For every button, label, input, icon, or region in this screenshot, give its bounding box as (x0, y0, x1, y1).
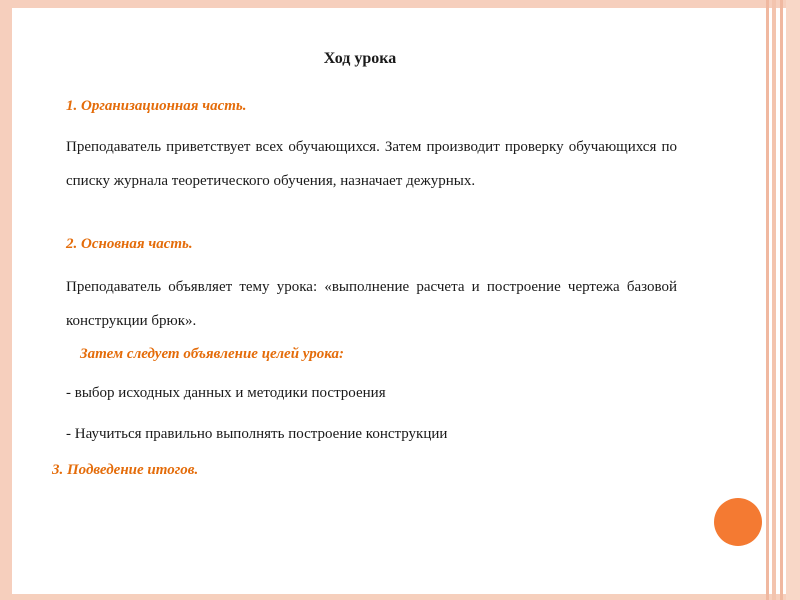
section1-text: Преподаватель приветствует всех обучающихся. Затем производит проверку обучающихся по списку журнала теоретического обучения, назначает дежурных. (66, 139, 677, 189)
section1-heading: 1. Организационная часть. (66, 98, 247, 114)
frame-left-border (0, 0, 12, 600)
section2-text: Преподаватель объявляет тему урока: «выполнение расчета и построение чертежа базовой конструкции брюк». (66, 279, 677, 329)
section3-heading: 3. Подведение итогов. (52, 462, 199, 478)
stripe (786, 0, 800, 600)
slide-title: Ход урока (323, 50, 397, 67)
goal-item-1: - выбор исходных данных и методики построения (66, 385, 386, 401)
decorative-circle (714, 498, 762, 546)
goals-heading: Затем следует объявление целей урока: (80, 346, 344, 362)
frame-right-stripes (766, 0, 800, 600)
stripe (766, 0, 769, 600)
stripe (780, 0, 783, 600)
stripe (772, 0, 776, 600)
goal-item-2: - Научиться правильно выполнять построение конструкции (66, 426, 448, 442)
section2-heading: 2. Основная часть. (66, 236, 193, 252)
frame-top-border (0, 0, 800, 8)
frame-bottom-border (0, 594, 800, 600)
